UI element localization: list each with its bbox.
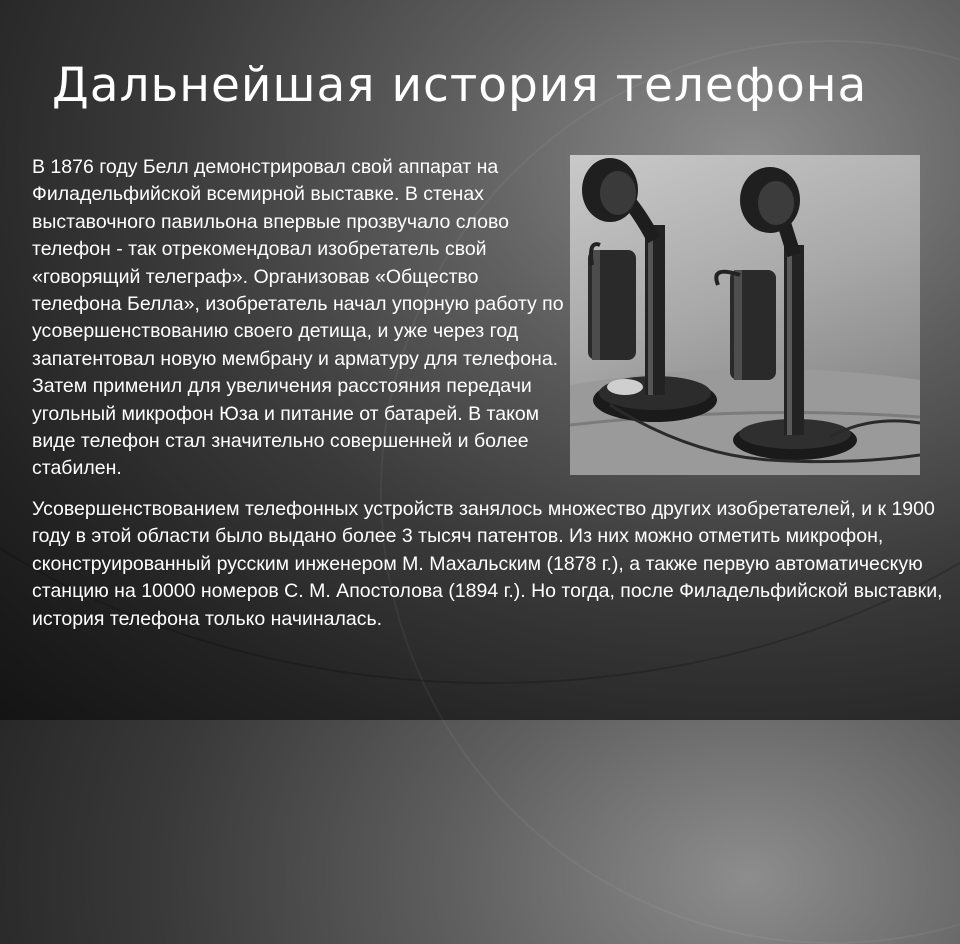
body-paragraph-1: В 1876 году Белл демонстрировал свой аппарат на Филадельфийской всемирной выставке. В стенах выставочного павильона впервые прозвучало слово телефон - так отрекомендовал изобретатель свой «говорящий телеграф». Организовав «Общество телефона Белла», изобретатель начал упорную работу по усовершенствованию своего детища, и уже через год запатентовал новую мембрану и арматуру для телефона. Затем применил для увеличения расстояния передачи угольный микрофон Юза и питание от батарей. В таком виде телефон стал значительно совершенней и более стабилен.	[32, 156, 564, 480]
slide-title: Дальнейшая история телефона	[52, 58, 868, 113]
body-paragraph-2: Усовершенствованием телефонных устройств занялось множество других изобретателей, и к 1900 году в этой области было выдано более 3 тысяч патентов. Из них можно отметить микрофон, сконструированный русским инженером М. Махальским (1878 г.), а также первую автоматическую станцию на 10000 номеров С. М. Апостолова (1894 г.). Но тогда, после Филадельфийской выставки, история телефона только начиналась.	[32, 498, 943, 630]
candlestick-telephones-photo	[570, 155, 920, 475]
